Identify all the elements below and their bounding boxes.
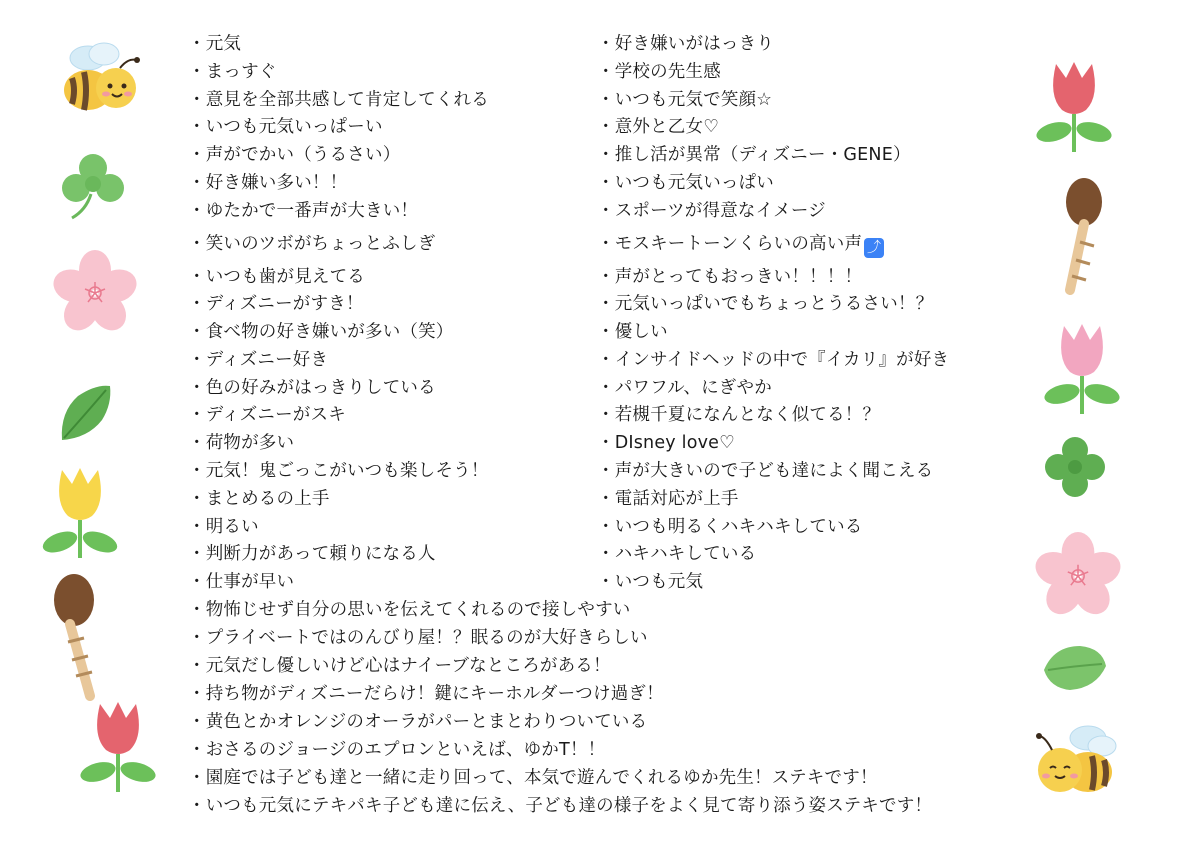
list-item: ・いつも歯が見えてる bbox=[188, 267, 365, 287]
list-item: ・スポーツが得意なイメージ bbox=[597, 201, 826, 221]
yellow-tulip-icon bbox=[40, 462, 120, 562]
list-item: ・園庭では子ども達と一緒に走り回って、本気で遊んでくれるゆか先生！ステキです！ bbox=[188, 768, 878, 788]
list-item: ・判断力があって頼りになる人 bbox=[188, 544, 436, 564]
list-item: ・持ち物がディズニーだらけ！鍵にキーホルダーつけ過ぎ！ bbox=[188, 684, 664, 704]
list-item: ・ディズニー好き bbox=[188, 350, 329, 370]
list-item: ・元気いっぱいでもちょっとうるさい！？ bbox=[597, 294, 934, 314]
list-item: ・ディズニーがスキ bbox=[188, 405, 346, 425]
list-item: ・声が大きいので子ども達によく聞こえる bbox=[597, 461, 934, 481]
arrow-up-emoji-icon: ⤴ bbox=[864, 238, 884, 258]
list-item: ・ハキハキしている bbox=[597, 544, 757, 564]
list-item: ・荷物が多い bbox=[188, 433, 295, 453]
list-item: ・ディズニーがすき！ bbox=[188, 294, 364, 314]
list-item: ・いつも明るくハキハキしている bbox=[597, 517, 863, 537]
list-item: ・いつも元気いっぱーい bbox=[188, 117, 383, 137]
bee-icon bbox=[1022, 716, 1118, 800]
list-item: ・元気だし優しいけど心はナイーブなところがある！ bbox=[188, 656, 611, 676]
list-item bbox=[597, 232, 884, 258]
list-item: ・意外と乙女♡ bbox=[597, 117, 720, 137]
list-item: ・まとめるの上手 bbox=[188, 489, 330, 509]
sakura-icon bbox=[50, 248, 140, 338]
red-tulip-icon bbox=[78, 696, 158, 796]
list-item: ・インサイドヘッドの中で『イカリ』が好き bbox=[597, 350, 950, 370]
list-item: ・好き嫌い多い！！ bbox=[188, 173, 348, 193]
list-item: ・推し活が異常（ディズニー・GENE） bbox=[597, 145, 911, 165]
list-item: ・パワフル、にぎやか bbox=[597, 378, 772, 398]
list-item: ・若槻千夏になんとなく似てる！？ bbox=[597, 405, 881, 425]
list-item: ・仕事が早い bbox=[188, 572, 295, 592]
list-item-text: ・モスキートーンくらいの高い声 bbox=[597, 234, 863, 254]
list-item: ・いつも元気で笑顔☆ bbox=[597, 90, 773, 110]
sakura-icon bbox=[1032, 530, 1124, 622]
list-item: ・声がでかい（うるさい） bbox=[188, 145, 401, 165]
pink-tulip-icon bbox=[1042, 318, 1122, 418]
list-item: ・明るい bbox=[188, 517, 259, 537]
bee-icon bbox=[58, 38, 148, 118]
list-item: ・DIsney love♡ bbox=[597, 433, 736, 453]
list-item: ・色の好みがはっきりしている bbox=[188, 378, 436, 398]
list-item: ・元気 bbox=[188, 34, 242, 54]
list-item: ・食べ物の好き嫌いが多い（笑） bbox=[188, 322, 454, 342]
clover-icon bbox=[58, 150, 128, 222]
list-item: ・ゆたかで一番声が大きい！ bbox=[188, 201, 419, 221]
list-item: ・笑いのツボがちょっとふしぎ bbox=[188, 234, 436, 254]
leaf-icon bbox=[56, 382, 116, 446]
list-item: ・学校の先生感 bbox=[597, 62, 721, 82]
list-item: ・いつも元気 bbox=[597, 572, 704, 592]
list-item: ・おさるのジョージのエプロンといえば、ゆかT！！ bbox=[188, 740, 606, 760]
list-item: ・いつも元気にテキパキ子ども達に伝え、子ども達の様子をよく見て寄り添う姿ステキです！ bbox=[188, 796, 933, 816]
cattail-icon bbox=[1056, 176, 1116, 296]
red-tulip-icon bbox=[1034, 56, 1114, 156]
list-item: ・元気！鬼ごっこがいつも楽しそう！ bbox=[188, 461, 489, 481]
cattail-icon bbox=[50, 572, 110, 702]
list-item: ・声がとってもおっきい！！！！ bbox=[597, 267, 863, 287]
list-item: ・いつも元気いっぱい bbox=[597, 173, 774, 193]
list-item: ・黄色とかオレンジのオーラがパーとまとわりついている bbox=[188, 712, 648, 732]
list-item: ・優しい bbox=[597, 322, 668, 342]
list-item: ・プライベートではのんびり屋！？眠るのが大好きらしい bbox=[188, 628, 648, 648]
list-item: ・好き嫌いがはっきり bbox=[597, 34, 774, 54]
list-item: ・電話対応が上手 bbox=[597, 489, 739, 509]
list-item: ・物怖じせず自分の思いを伝えてくれるので接しやすい bbox=[188, 600, 631, 620]
list-item: ・意見を全部共感して肯定してくれる bbox=[188, 90, 489, 110]
leaf-icon bbox=[1040, 640, 1110, 696]
list-item: ・まっすぐ bbox=[188, 62, 277, 82]
four-leaf-clover-icon bbox=[1040, 432, 1110, 502]
